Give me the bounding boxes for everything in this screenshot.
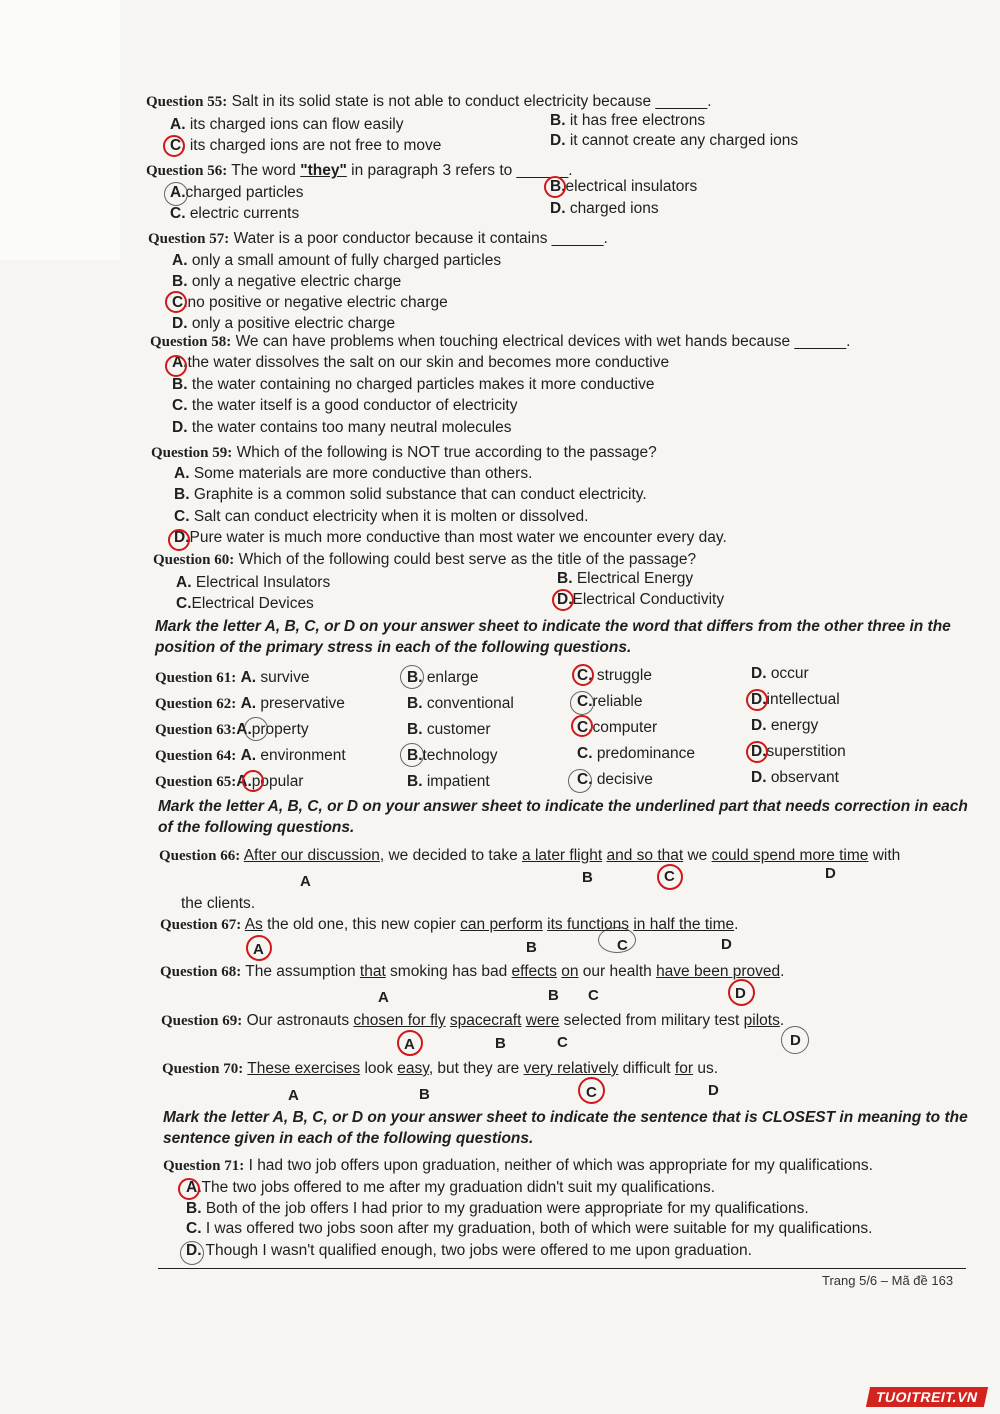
- answer-circle: [165, 355, 187, 377]
- underlined-part-a: that: [359, 963, 386, 980]
- option-letter: A.: [172, 252, 188, 269]
- option-letter: B.: [407, 669, 423, 686]
- sentence-text: the old one, this new copier: [262, 916, 461, 933]
- question-number: Question 71:: [163, 1158, 245, 1174]
- sentence-text: our health: [578, 963, 657, 980]
- option-letter: D.: [172, 419, 188, 436]
- section-instruction-stress: Mark the letter A, B, C, or D on your answer sheet to indicate the word that differs from the other three in the position of the primary stress in each of the following questions.: [155, 618, 951, 656]
- option-text: impatient: [426, 773, 490, 790]
- option-letter: C.: [176, 595, 192, 612]
- sentence-text: The assumption: [245, 963, 360, 980]
- option-text: Electrical Insulators: [195, 574, 331, 591]
- option-text: Though I wasn't qualified enough, two jobs were offered to me upon graduation.: [205, 1242, 752, 1259]
- sentence-text: Our astronauts: [246, 1012, 354, 1029]
- option-letter: D.: [751, 769, 767, 786]
- sentence-text: .: [780, 963, 785, 980]
- option-letter: C.: [170, 137, 186, 154]
- pencil-mark: [781, 1026, 809, 1054]
- option-text: The two jobs offered to me after my graduation didn't suit my qualifications.: [201, 1179, 716, 1196]
- option-text: the water itself is a good conductor of electricity: [191, 397, 518, 414]
- answer-circle: [397, 1030, 423, 1056]
- option-text: electrical insulators: [565, 178, 698, 195]
- option-text: customer: [426, 721, 491, 738]
- pencil-mark: [400, 743, 424, 767]
- option-text: its charged ions are not free to move: [189, 137, 442, 154]
- blank: ______.: [655, 93, 712, 110]
- answer-circle: [728, 979, 755, 1006]
- option-text: Electrical Energy: [576, 570, 694, 587]
- option-letter: B.: [172, 376, 188, 393]
- option-text: survive: [260, 669, 310, 686]
- part-label-d: D: [825, 865, 836, 882]
- part-label-a: A: [404, 1036, 415, 1053]
- pencil-mark: [570, 691, 594, 715]
- option-letter: C.: [577, 745, 593, 762]
- question-stem: Which of the following is NOT true according to the passage?: [236, 444, 657, 461]
- option-text: Salt can conduct electricity when it is molten or dissolved.: [193, 508, 589, 525]
- answer-circle: [572, 664, 594, 686]
- option-letter: B.: [172, 273, 188, 290]
- part-label-c: C: [557, 1034, 568, 1051]
- option-letter: C.: [172, 294, 188, 311]
- option-text: popular: [251, 773, 304, 790]
- scan-blank-area: [0, 0, 120, 260]
- part-label-c: C: [586, 1084, 597, 1101]
- option-letter: D.: [557, 591, 573, 608]
- part-label-d: D: [790, 1032, 801, 1049]
- option-text: occur: [770, 665, 809, 682]
- option-letter: A.: [240, 695, 257, 712]
- option-text: technology: [422, 747, 498, 764]
- stem-keyword: "they": [300, 162, 347, 179]
- sentence-text: us.: [693, 1060, 718, 1077]
- option-text: intellectual: [766, 691, 840, 708]
- sentence-text: with: [868, 847, 901, 864]
- underlined-part-d: pilots: [743, 1012, 780, 1029]
- option-text: Electrical Devices: [191, 595, 314, 612]
- option-text: charged particles: [185, 184, 304, 201]
- page-footer: Trang 5/6 – Mã đề 163: [822, 1273, 954, 1288]
- sentence-text: look: [360, 1060, 398, 1077]
- stem-text: in paragraph 3 refers to ______.: [351, 162, 573, 179]
- option-text: struggle: [596, 667, 652, 684]
- underlined-part-c: on: [561, 963, 579, 980]
- answer-circle: [165, 291, 187, 313]
- question-stem: Which of the following could best serve as the title of the passage?: [238, 551, 697, 568]
- question-number: Question 57:: [148, 231, 230, 247]
- option-letter: D.: [751, 691, 767, 708]
- option-letter: C.: [577, 719, 593, 736]
- section-instruction-error: Mark the letter A, B, C, or D on your answer sheet to indicate the underlined part that needs correction in each of the following questions.: [158, 798, 968, 836]
- part-label-d: D: [721, 936, 732, 953]
- underlined-part-b: easy: [397, 1060, 429, 1077]
- part-label-b: B: [582, 869, 593, 886]
- option-letter: C.: [577, 771, 593, 788]
- answer-circle: [746, 689, 768, 711]
- sentence-text: smoking has bad: [385, 963, 512, 980]
- answer-circle: [578, 1077, 605, 1104]
- underlined-part-a: After our discussion: [243, 847, 380, 864]
- option-text: charged ions: [569, 200, 659, 217]
- footer-divider: [158, 1268, 966, 1269]
- underlined-part-d: for: [674, 1060, 694, 1077]
- watermark-logo: TUOITREIT.VN: [866, 1387, 988, 1407]
- option-letter: A.: [174, 465, 190, 482]
- option-letter: B.: [557, 570, 573, 587]
- question-number: Question 55:: [146, 94, 228, 110]
- option-text: no positive or negative electric charge: [187, 294, 448, 311]
- part-label-b: B: [495, 1035, 506, 1052]
- option-text: it cannot create any charged ions: [569, 132, 799, 149]
- sentence-text: we: [683, 847, 712, 864]
- underlined-part-c: were: [525, 1012, 560, 1029]
- option-text: computer: [592, 719, 658, 736]
- answer-circle: [544, 176, 566, 198]
- question-number: Question 66:: [159, 848, 241, 864]
- underlined-part-b: can perform: [460, 916, 543, 933]
- part-label-a: A: [378, 989, 389, 1006]
- underlined-part-b: effects: [511, 963, 557, 980]
- sentence-text: .: [734, 916, 739, 933]
- sentence-text: difficult: [618, 1060, 675, 1077]
- option-text: preservative: [260, 695, 345, 712]
- option-letter: A.: [236, 721, 252, 738]
- question-number: Question 61:: [155, 670, 237, 686]
- question-number: Question 64:: [155, 748, 237, 764]
- question-number: Question 65:: [155, 774, 237, 790]
- option-text: conventional: [426, 695, 514, 712]
- option-text: Graphite is a common solid substance that can conduct electricity.: [193, 486, 647, 503]
- option-letter: B.: [550, 112, 566, 129]
- option-letter: A.: [240, 669, 257, 686]
- stem-text: The word: [231, 162, 296, 179]
- part-label-a: A: [253, 941, 264, 958]
- pencil-mark: [568, 769, 592, 793]
- part-label-c: C: [664, 868, 675, 885]
- option-text: observant: [770, 769, 839, 786]
- option-letter: A.: [176, 574, 192, 591]
- option-letter: D.: [751, 665, 767, 682]
- part-label-b: B: [548, 987, 559, 1004]
- option-text: electric currents: [189, 205, 300, 222]
- option-letter: B.: [407, 747, 423, 764]
- option-text: only a small amount of fully charged particles: [191, 252, 502, 269]
- option-letter: C.: [186, 1220, 202, 1237]
- question-number: Question 70:: [162, 1061, 244, 1077]
- answer-circle: [746, 741, 768, 763]
- option-text: the water contains too many neutral molecules: [191, 419, 512, 436]
- sentence-text: .: [779, 1012, 785, 1029]
- option-text: environment: [260, 747, 346, 764]
- option-letter: A.: [170, 184, 186, 201]
- option-letter: B.: [550, 178, 566, 195]
- question-number: Question 67:: [160, 917, 242, 933]
- question-number: Question 69:: [161, 1013, 243, 1029]
- option-letter: A.: [236, 773, 252, 790]
- option-text: it has free electrons: [569, 112, 706, 129]
- underlined-part-a: These exercises: [247, 1060, 361, 1077]
- section-instruction-meaning: Mark the letter A, B, C, or D on your answer sheet to indicate the sentence that is CLOSEST in meaning to the sentence given in each of the following questions.: [163, 1109, 968, 1147]
- option-letter: C.: [577, 693, 593, 710]
- question-number: Question 58:: [150, 334, 232, 350]
- question-stem: Water is a poor conductor because it contains ______.: [233, 230, 608, 247]
- option-text: the water dissolves the salt on our skin and becomes more conductive: [187, 354, 670, 371]
- question-stem: Salt in its solid state is not able to conduct electricity because: [231, 93, 652, 110]
- option-text: Both of the job offers I had prior to my graduation were appropriate for my qualifications.: [205, 1200, 809, 1217]
- question-number: Question 60:: [153, 552, 235, 568]
- part-label-c: C: [617, 937, 628, 954]
- pencil-mark: [598, 927, 636, 953]
- underlined-part-c: its functions: [547, 916, 630, 933]
- option-text: enlarge: [426, 669, 479, 686]
- part-label-b: B: [419, 1086, 430, 1103]
- option-letter: B.: [186, 1200, 202, 1217]
- part-label-c: C: [588, 987, 599, 1004]
- answer-circle: [163, 135, 185, 157]
- option-text: decisive: [596, 771, 653, 788]
- underlined-part-d: could spend more time: [711, 847, 869, 864]
- option-text: Some materials are more conductive than others.: [193, 465, 533, 482]
- option-letter: D.: [751, 743, 767, 760]
- question-number: Question 59:: [151, 445, 233, 461]
- answer-circle: [168, 529, 190, 551]
- sentence-text: , we decided to take: [379, 847, 523, 864]
- option-letter: C.: [172, 397, 188, 414]
- option-letter: B.: [407, 695, 423, 712]
- option-letter: A.: [172, 354, 188, 371]
- answer-circle: [242, 770, 264, 792]
- underlined-part-c: and so that: [606, 847, 684, 864]
- sentence-text: , but they are: [428, 1060, 524, 1077]
- part-label-b: B: [526, 939, 537, 956]
- underlined-part-a: As: [244, 916, 263, 933]
- option-text: the water containing no charged particles makes it more conductive: [191, 376, 655, 393]
- option-letter: D.: [172, 315, 188, 332]
- part-label-a: A: [300, 873, 311, 890]
- part-label-a: A: [288, 1087, 299, 1104]
- question-number: Question 63:: [155, 722, 237, 738]
- option-letter: D.: [174, 529, 190, 546]
- pencil-mark: [180, 1241, 204, 1265]
- pencil-mark: [244, 717, 268, 741]
- option-text: only a negative electric charge: [191, 273, 402, 290]
- underlined-part-d: in half the time: [633, 916, 735, 933]
- part-label-d: D: [708, 1082, 719, 1099]
- option-letter: A.: [170, 116, 186, 133]
- option-letter: D.: [550, 200, 566, 217]
- pencil-mark: [400, 665, 424, 689]
- option-text: property: [251, 721, 309, 738]
- answer-circle: [657, 864, 683, 890]
- answer-circle: [552, 589, 574, 611]
- option-text: its charged ions can flow easily: [189, 116, 404, 133]
- option-text: energy: [770, 717, 819, 734]
- option-letter: A.: [240, 747, 257, 764]
- sentence-text: selected from military test: [559, 1012, 744, 1029]
- option-letter: B.: [407, 773, 423, 790]
- answer-circle: [246, 935, 272, 961]
- option-letter: C.: [174, 508, 190, 525]
- option-letter: B.: [174, 486, 190, 503]
- answer-circle: [571, 715, 593, 737]
- underlined-part-b: spacecraft: [449, 1012, 522, 1029]
- underlined-part-a: chosen for fly: [353, 1012, 446, 1029]
- pencil-mark: [164, 182, 188, 206]
- question-stem: We can have problems when touching electrical devices with wet hands because ______.: [235, 333, 851, 350]
- underlined-part-b: a later flight: [522, 847, 603, 864]
- option-text: reliable: [592, 693, 643, 710]
- question-number: Question 68:: [160, 964, 242, 980]
- option-text: only a positive electric charge: [191, 315, 396, 332]
- sentence-continuation: the clients.: [181, 895, 256, 912]
- option-letter: C.: [577, 667, 593, 684]
- option-letter: D.: [550, 132, 566, 149]
- option-text: superstition: [766, 743, 846, 760]
- question-number: Question 62:: [155, 696, 237, 712]
- answer-circle: [178, 1178, 200, 1200]
- option-letter: A.: [186, 1179, 202, 1196]
- option-text: Pure water is much more conductive than most water we encounter every day.: [189, 529, 727, 546]
- underlined-part-d: have been proved: [656, 963, 781, 980]
- option-text: predominance: [596, 745, 696, 762]
- question-number: Question 56:: [146, 163, 228, 179]
- option-letter: B.: [407, 721, 423, 738]
- option-text: I was offered two jobs soon after my graduation, both of which were suitable for my qualifications.: [205, 1220, 873, 1237]
- option-text: Electrical Conductivity: [572, 591, 725, 608]
- option-letter: D.: [751, 717, 767, 734]
- underlined-part-c: very relatively: [523, 1060, 619, 1077]
- question-stem: I had two job offers upon graduation, neither of which was appropriate for my qualifications.: [248, 1157, 873, 1174]
- option-letter: D.: [186, 1242, 202, 1259]
- part-label-d: D: [735, 985, 746, 1002]
- option-letter: C.: [170, 205, 186, 222]
